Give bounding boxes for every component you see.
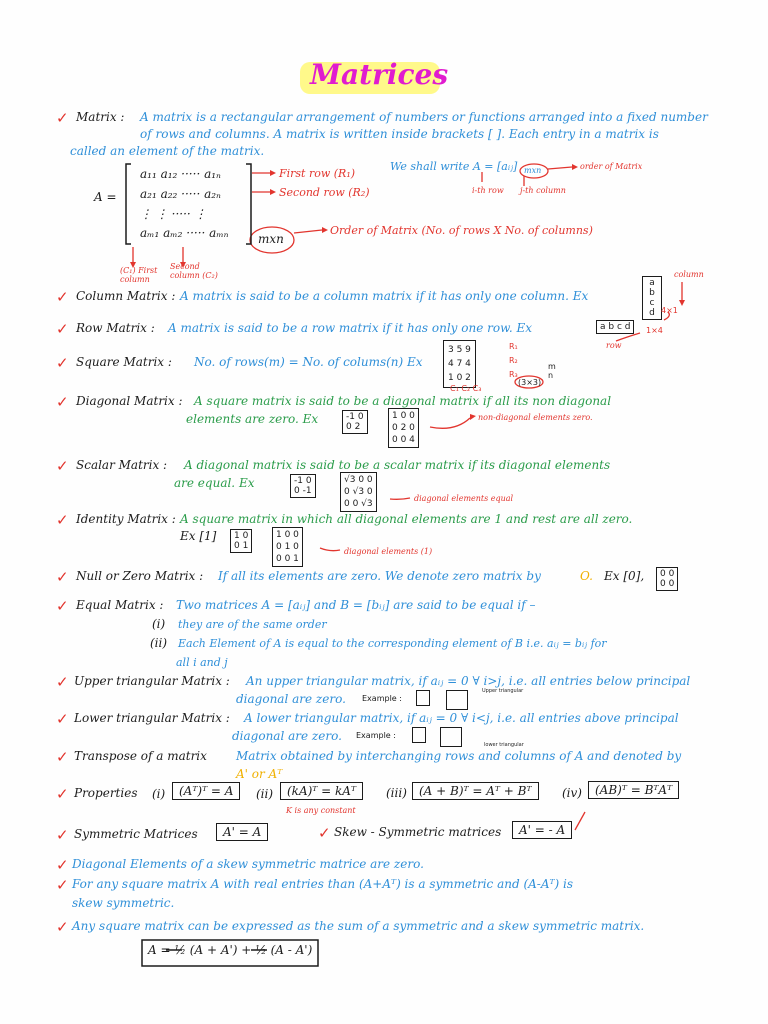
upper-def1: An upper triangular matrix, if aᵢⱼ = 0 ∀ i>j, i.e. all entries below principal	[246, 674, 691, 688]
matrix-row-3: ⋮ ⋮ ····· ⋮	[140, 207, 207, 221]
lower-ex2	[440, 727, 462, 747]
matrix-def-line1: A matrix is a rectangular arrangement of numbers or functions arranged into a fixed number	[140, 110, 708, 124]
diag-row: 1 0 0	[392, 411, 415, 421]
column-el: a	[649, 278, 655, 288]
jth-col: j-th column	[520, 186, 566, 195]
null-ex: Ex [0],	[604, 569, 645, 583]
column-el: d	[649, 308, 655, 318]
matrix-row-1: a₁₁ a₁₂ ····· a₁ₙ	[140, 167, 221, 181]
transpose-def2: A' or Aᵀ	[236, 767, 283, 781]
null-term: Null or Zero Matrix :	[76, 569, 204, 583]
square-m: m	[548, 362, 556, 371]
symmetric-term: Symmetric Matrices	[74, 827, 198, 841]
scalar-ex1	[290, 474, 316, 498]
equal-def: Two matrices A = [aᵢⱼ] and B = [bᵢⱼ] are said to be equal if –	[176, 598, 536, 612]
symmetric-def-box: A' = A	[216, 823, 268, 841]
diag-row: 0 2 0	[392, 423, 415, 433]
matrix-def-line3: called an element of the matrix.	[70, 144, 265, 158]
check-icon: ✓	[56, 457, 69, 475]
order-note: Order of Matrix (No. of rows X No. of columns)	[330, 224, 593, 237]
upper-def2: diagonal are zero.	[236, 692, 346, 706]
check-icon: ✓	[318, 824, 331, 842]
diagonal-ex2	[388, 408, 419, 448]
ith-row: i-th row	[472, 186, 504, 195]
identity-row: 1 0	[234, 531, 249, 541]
prop-ii: (ii)	[256, 787, 274, 801]
lower-example: Example :	[356, 731, 396, 740]
column-dim: 4×1	[661, 306, 678, 315]
diag-row: 0 0 4	[392, 435, 415, 445]
lower-tag: lower triangular	[484, 742, 524, 748]
scalar-def2: are equal. Ex	[174, 476, 255, 490]
prop-4-box: (AB)ᵀ = BᵀAᵀ	[588, 781, 679, 799]
scalar-note: diagonal elements equal	[414, 494, 514, 503]
row-dim: 1×4	[646, 326, 663, 335]
identity-row: 0 1	[234, 541, 249, 551]
fact-2-cont: skew symmetric.	[72, 896, 175, 910]
scalar-row: 0 √3 0	[344, 487, 373, 497]
equal-ii: (ii)	[150, 636, 168, 650]
identity-def1: A square matrix in which all diagonal elements are 1 and rest are all zero.	[180, 512, 633, 526]
square-term: Square Matrix :	[76, 355, 172, 369]
check-icon: ✓	[56, 568, 69, 586]
scalar-def1: A diagonal matrix is said to be a scalar matrix if its diagonal elements	[184, 458, 611, 472]
square-cols: C₁ C₂ C₃	[450, 384, 482, 393]
square-r3: R₃	[509, 370, 518, 379]
lower-term: Lower triangular Matrix :	[74, 711, 230, 725]
identity-row: 0 1 0	[276, 542, 299, 552]
identity-row: 1 0 0	[276, 530, 299, 540]
prop-iv: (iv)	[562, 786, 582, 800]
title-block	[300, 58, 449, 94]
equal-ii-text2: all i and j	[176, 656, 228, 669]
check-icon: ✓	[56, 597, 69, 615]
transpose-def1: Matrix obtained by interchanging rows and columns of A and denoted by	[236, 749, 682, 763]
diagonal-def2: elements are zero. Ex	[186, 412, 319, 426]
prop-2-box: (kA)ᵀ = kAᵀ	[280, 782, 363, 800]
square-r1: R₁	[509, 342, 518, 351]
column-example-matrix	[642, 276, 662, 320]
identity-term: Identity Matrix :	[76, 512, 176, 526]
check-icon: ✓	[56, 710, 69, 728]
square-r2: R₂	[509, 356, 518, 365]
second-row-label: Second row (R₂)	[279, 186, 370, 199]
check-icon: ✓	[56, 856, 69, 874]
prop-1-box: (Aᵀ)ᵀ = A	[172, 782, 240, 800]
null-row: 0 0	[660, 569, 675, 579]
square-row: 1 0 2	[448, 373, 471, 383]
order-small: order of Matrix	[580, 162, 643, 171]
page-title: Matrices	[310, 58, 449, 91]
square-example-matrix	[443, 340, 476, 388]
upper-tag: Upper triangular	[482, 688, 524, 694]
square-def: No. of rows(m) = No. of colums(n) Ex	[194, 355, 423, 369]
lower-def2: diagonal are zero.	[232, 729, 342, 743]
mxn-small: mxn	[524, 166, 542, 175]
column-el: c	[649, 298, 655, 308]
prop-i: (i)	[152, 787, 166, 801]
null-ex2	[656, 567, 678, 591]
matrix-row-4: aₘ₁ aₘ₂ ····· aₘₙ	[140, 226, 229, 240]
upper-term: Upper triangular Matrix :	[74, 674, 230, 688]
upper-example: Example :	[362, 694, 402, 703]
square-row: 4 7 4	[448, 359, 471, 369]
column-el: b	[649, 288, 655, 298]
order-note-prefix	[330, 224, 593, 237]
null-row: 0 0	[660, 579, 675, 589]
prop-k-note: K is any constant	[286, 806, 356, 815]
diagonal-term: Diagonal Matrix :	[76, 394, 183, 408]
check-icon: ✓	[56, 918, 69, 936]
square-n: n	[548, 371, 554, 380]
column-def: A matrix is said to be a column matrix if it has only one column. Ex	[180, 289, 589, 303]
check-icon: ✓	[56, 320, 69, 338]
check-icon: ✓	[56, 288, 69, 306]
identity-ex2	[272, 527, 303, 567]
first-row-label: First row (R₁)	[279, 167, 356, 180]
diag-row: -1 0	[346, 412, 364, 422]
check-icon: ✓	[56, 393, 69, 411]
diagonal-def1: A square matrix is said to be a diagonal matrix if all its non diagonal	[194, 394, 612, 408]
matrix-def-line2: of rows and columns. A matrix is written inside brackets [ ]. Each entry in a matrix is	[140, 127, 659, 141]
row-term: Row Matrix :	[76, 321, 155, 335]
null-sym: O.	[580, 569, 593, 583]
column-arrow-label: column	[674, 270, 704, 279]
diagonal-note: non-diagonal elements zero.	[478, 413, 593, 422]
equal-i-text: they are of the same order	[178, 618, 327, 631]
lower-ex1	[412, 727, 426, 743]
properties-term: Properties	[74, 786, 138, 800]
scalar-ex2	[340, 472, 377, 512]
row-arrow-label: row	[606, 341, 622, 350]
matrix-a-eq: A =	[94, 190, 117, 204]
fact-2: For any square matrix A with real entries than (A+Aᵀ) is a symmetric and (A-Aᵀ) is	[72, 877, 574, 891]
mxn-label: mxn	[258, 232, 284, 246]
skew-def-box: A' = - A	[512, 821, 572, 839]
check-icon: ✓	[56, 354, 69, 372]
scalar-term: Scalar Matrix :	[76, 458, 168, 472]
fact-3: Any square matrix can be expressed as the sum of a symmetric and a skew symmetric matrix.	[72, 919, 645, 933]
scalar-row: -1 0	[294, 476, 312, 486]
scalar-row: 0 0 √3	[344, 499, 373, 509]
first-col-label: (C₁) First column	[120, 266, 158, 284]
formula: A = ½ (A + A') + ½ (A - A')	[148, 943, 313, 957]
check-icon: ✓	[56, 511, 69, 529]
matrix-term: Matrix :	[76, 110, 125, 124]
equal-term: Equal Matrix :	[76, 598, 164, 612]
row-example-matrix: a b c d	[596, 320, 634, 334]
diagonal-ex1	[342, 410, 368, 434]
identity-def2: Ex [1]	[180, 529, 217, 543]
prop-3-box: (A + B)ᵀ = Aᵀ + Bᵀ	[412, 782, 539, 800]
identity-row: 0 0 1	[276, 554, 299, 564]
identity-note: diagonal elements (1)	[344, 547, 433, 556]
second-col-label: Second column (C₂)	[170, 262, 218, 280]
upper-ex1	[416, 690, 430, 706]
diag-row: 0 2	[346, 422, 361, 432]
check-icon: ✓	[56, 109, 69, 127]
matrix-row-2: a₂₁ a₂₂ ····· a₂ₙ	[140, 187, 221, 201]
check-icon: ✓	[56, 785, 69, 803]
check-icon: ✓	[56, 748, 69, 766]
square-row: 3 5 9	[448, 345, 471, 355]
check-icon: ✓	[56, 826, 69, 844]
prop-iii: (iii)	[386, 786, 407, 800]
we-write: We shall write A = [aᵢⱼ]	[390, 160, 518, 173]
skew-term: Skew - Symmetric matrices	[334, 825, 502, 839]
fact-1: Diagonal Elements of a skew symmetric matrice are zero.	[72, 857, 424, 871]
scalar-row: √3 0 0	[344, 475, 373, 485]
column-term: Column Matrix :	[76, 289, 176, 303]
null-def: If all its elements are zero. We denote zero matrix by	[218, 569, 541, 583]
equal-ii-text: Each Element of A is equal to the corresponding element of B i.e. aᵢⱼ = bᵢⱼ for	[178, 637, 607, 650]
square-dim: (3×3)	[518, 378, 542, 387]
upper-ex2	[446, 690, 468, 710]
equal-i: (i)	[152, 617, 166, 631]
lower-def1: A lower triangular matrix, if aᵢⱼ = 0 ∀ i<j, i.e. all entries above principal	[244, 711, 679, 725]
scalar-row: 0 -1	[294, 486, 312, 496]
transpose-term: Transpose of a matrix	[74, 749, 207, 763]
check-icon: ✓	[56, 876, 69, 894]
check-icon: ✓	[56, 673, 69, 691]
row-def: A matrix is said to be a row matrix if it has only one row. Ex	[168, 321, 533, 335]
identity-ex1	[230, 529, 252, 553]
